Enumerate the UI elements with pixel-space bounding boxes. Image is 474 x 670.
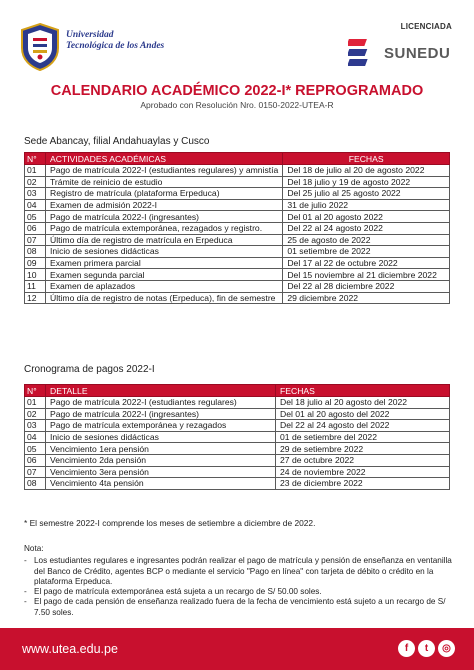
cell-number: 04 [25,199,46,211]
table-header-row [25,385,450,397]
cell-description: Último día de registro de notas (Erpeduca), fin de semestre [46,292,283,304]
cell-number: 05 [25,211,46,223]
cell-description: Examen primera parcial [46,257,283,269]
cell-number: 02 [25,176,46,188]
cell-dates: Del 25 julio al 25 agosto 2022 [283,188,450,200]
table-row [25,188,450,200]
table-header-row [25,153,450,165]
cell-number: 01 [25,397,46,409]
column-header-detail: DETALLE [46,385,276,397]
cell-dates: Del 17 al 22 de octubre 2022 [283,257,450,269]
cell-dates: 24 de noviembre 2022 [276,466,450,478]
cell-description: Último día de registro de matrícula en Erpeduca [46,234,283,246]
cell-number: 08 [25,478,46,490]
cell-dates: Del 18 de julio al 20 de agosto 2022 [283,165,450,177]
cell-description: Vencimiento 4ta pensión [46,478,276,490]
cell-number: 09 [25,257,46,269]
cell-number: 08 [25,246,46,258]
university-name-line1: Universidad [66,30,114,40]
cell-dates: 25 de agosto de 2022 [283,234,450,246]
note-item: - El pago de cada pensión de enseñanza realizado fuera de la fecha de vencimiento está sujeto a un recargo de S/ 7.50 soles. [24,597,456,618]
cell-dates: 23 de diciembre 2022 [276,478,450,490]
cell-description: Inicio de sesiones didácticas [46,431,276,443]
cell-description: Pago de matrícula 2022-I (estudiantes regulares) y amnistía [46,165,283,177]
instagram-icon[interactable]: ◎ [438,640,455,657]
cell-dates: Del 18 julio y 19 de agosto 2022 [283,176,450,188]
university-seal-icon [18,22,62,72]
table-row [25,222,450,234]
cell-number: 02 [25,408,46,420]
cell-dates: 29 diciembre 2022 [283,292,450,304]
cell-number: 03 [25,420,46,432]
notes-block [24,544,456,618]
table-row [25,199,450,211]
table-row [25,478,450,490]
cell-description: Pago de matrícula 2022-I (ingresantes) [46,211,283,223]
cell-dates: Del 01 al 20 agosto 2022 [283,211,450,223]
twitter-icon[interactable]: t [418,640,435,657]
cell-description: Pago de matrícula 2022-I (estudiantes regulares) [46,397,276,409]
cell-description: Examen segunda parcial [46,269,283,281]
note-item: - Los estudiantes regulares e ingresantes podrán realizar el pago de matrícula y pensión de enseñanza en ventanilla del Banco de Crédito, agentes BCP o mediante el servicio "Pago en línea" con tarjeta de débito o crédito en la plataforma Erpeduca. [24,556,456,587]
calendar-table [24,152,450,304]
semester-footnote: * El semestre 2022-I comprende los meses de setiembre a diciembre de 2022. [24,518,316,528]
payments-table [24,384,450,490]
page-title: CALENDARIO ACADÉMICO 2022-I* REPROGRAMADO [50,83,424,99]
table-row [25,257,450,269]
column-header-activity: ACTIVIDADES ACADÉMICAS [46,153,283,165]
table-row [25,466,450,478]
cell-number: 06 [25,454,46,466]
cell-description: Vencimiento 1era pensión [46,443,276,455]
column-header-number: N° [25,153,46,165]
cell-number: 03 [25,188,46,200]
website-link[interactable]: www.utea.edu.pe [22,642,118,656]
cell-number: 10 [25,269,46,281]
table-row [25,269,450,281]
payments-section-title: Cronograma de pagos 2022-I [24,364,155,375]
cell-number: 07 [25,466,46,478]
footer-bar [0,628,474,670]
table-row [25,454,450,466]
sunedu-wordmark: SUNEDU [384,45,451,62]
table-row [25,165,450,177]
table-row [25,420,450,432]
cell-description: Trámite de reinicio de estudio [46,176,283,188]
table-row [25,246,450,258]
cell-dates: 01 de setiembre del 2022 [276,431,450,443]
university-name-line2: Tecnológica de los Andes [66,41,165,51]
cell-dates: 01 setiembre de 2022 [283,246,450,258]
cell-dates: 27 de octubre 2022 [276,454,450,466]
cell-description: Vencimiento 3era pensión [46,466,276,478]
cell-description: Vencimiento 2da pensión [46,454,276,466]
sunedu-logo [348,36,454,74]
cell-description: Pago de matrícula extemporánea, rezagados y registro. [46,222,283,234]
table-row [25,211,450,223]
cell-dates: Del 01 al 20 agosto del 2022 [276,408,450,420]
notes-title: Nota: [24,544,44,553]
cell-dates: Del 22 al 28 diciembre 2022 [283,280,450,292]
cell-description: Pago de matrícula 2022-I (ingresantes) [46,408,276,420]
table-row [25,234,450,246]
cell-description: Inicio de sesiones didácticas [46,246,283,258]
page-subtitle: Aprobado con Resolución Nro. 0150-2022-UTEA-R [140,100,334,110]
table-row [25,176,450,188]
cell-dates: Del 22 al 24 agosto del 2022 [276,420,450,432]
cell-number: 11 [25,280,46,292]
cell-dates: 29 de setiembre 2022 [276,443,450,455]
notes-list [24,556,456,618]
cell-number: 05 [25,443,46,455]
calendar-section-title: Sede Abancay, filial Andahuaylas y Cusco [24,136,210,147]
table-row [25,292,450,304]
column-header-dates: FECHAS [283,153,450,165]
column-header-number: N° [25,385,46,397]
cell-number: 07 [25,234,46,246]
sunedu-logo-icon [348,36,384,74]
table-row [25,408,450,420]
cell-description: Pago de matrícula extemporánea y rezagados [46,420,276,432]
cell-dates: Del 18 julio al 20 agosto del 2022 [276,397,450,409]
note-item: - El pago de matrícula extemporánea está sujeta a un recargo de S/ 50.00 soles. [24,587,456,597]
cell-number: 04 [25,431,46,443]
cell-number: 01 [25,165,46,177]
table-row [25,443,450,455]
cell-dates: 31 de julio 2022 [283,199,450,211]
cell-number: 12 [25,292,46,304]
facebook-icon[interactable]: f [398,640,415,657]
table-row [25,280,450,292]
cell-dates: Del 15 noviembre al 21 diciembre 2022 [283,269,450,281]
cell-description: Examen de aplazados [46,280,283,292]
column-header-dates: FECHAS [276,385,450,397]
table-row [25,397,450,409]
cell-description: Registro de matrícula (plataforma Erpeduca) [46,188,283,200]
cell-description: Examen de admisión 2022-I [46,199,283,211]
university-name [66,30,206,52]
cell-number: 06 [25,222,46,234]
header [0,0,474,84]
licenciada-label: LICENCIADA [400,22,452,31]
table-row [25,431,450,443]
cell-dates: Del 22 al 24 agosto 2022 [283,222,450,234]
